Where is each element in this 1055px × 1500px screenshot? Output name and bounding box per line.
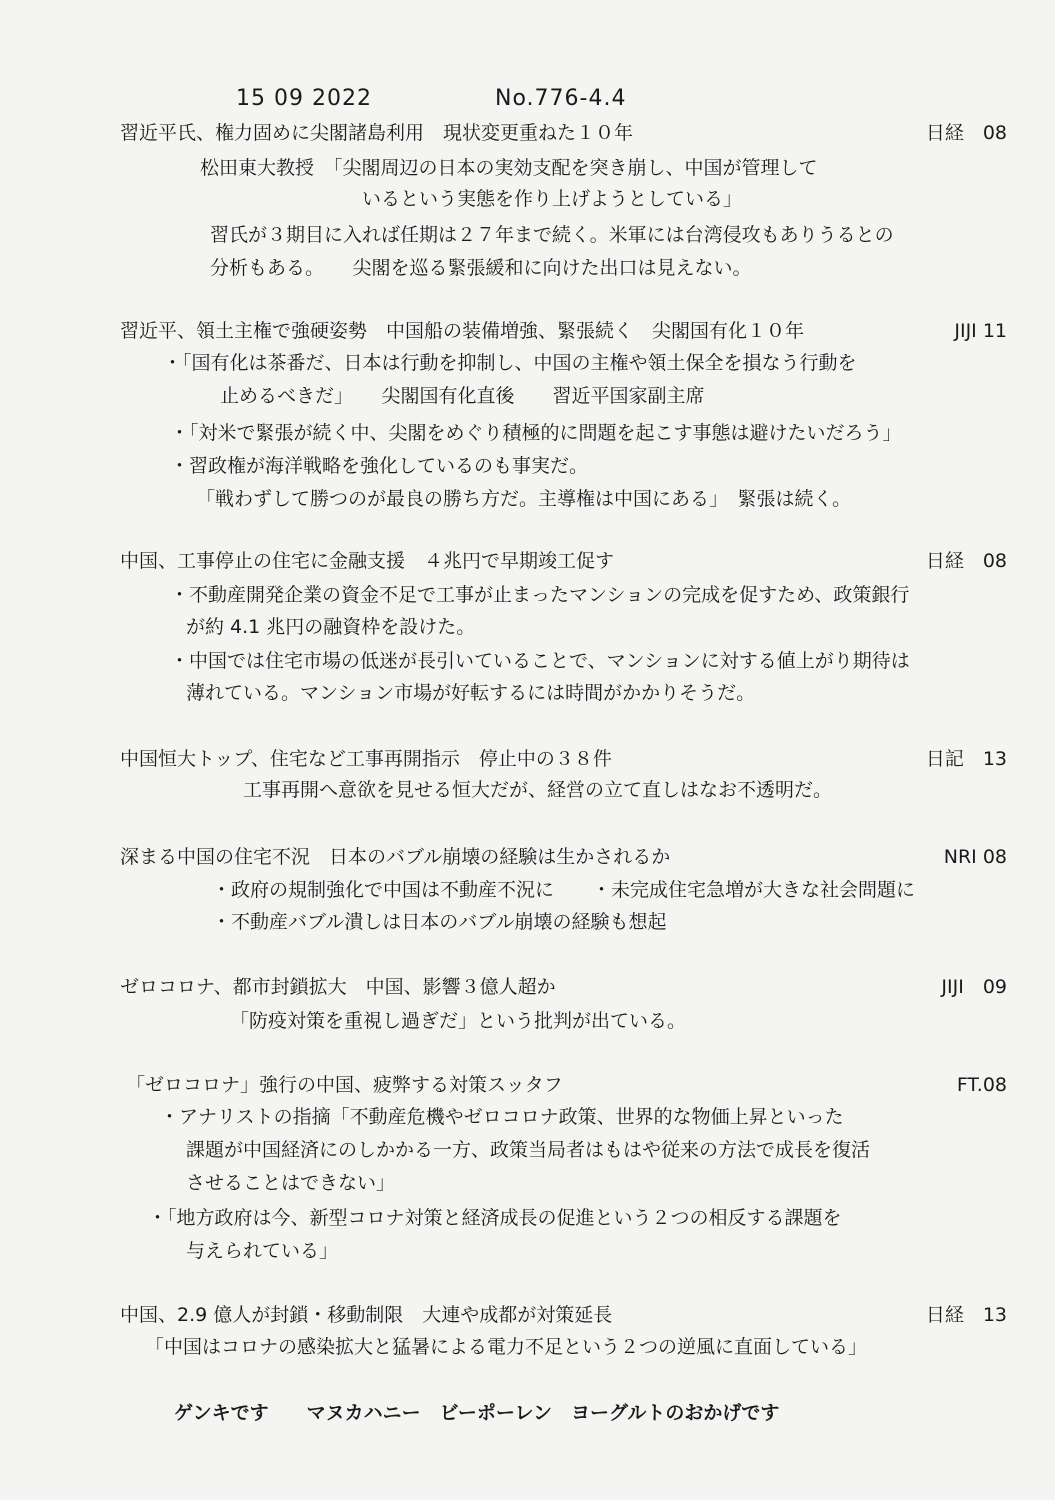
article-headline: 中国、2.9 億人が封鎖・移動制限 大連や成都が対策延長 xyxy=(120,1304,613,1326)
article-source: JIJI 11 xyxy=(954,320,1007,342)
footer-message: ゲンキです マヌカハニー ビーポーレン ヨーグルトのおかげです xyxy=(174,1402,780,1424)
article-source: NRI 08 xyxy=(943,846,1007,868)
article-line: 分析もある。 尖閣を巡る緊張緩和に向けた出口は見えない。 xyxy=(210,257,752,279)
article-line: 習氏が３期目に入れば任期は２７年まで続く。米軍には台湾侵攻もありうるとの xyxy=(210,224,894,246)
article-line: 「中国はコロナの感染拡大と猛暑による電力不足という２つの逆風に直面している」 xyxy=(145,1336,868,1358)
article-line: ・「国有化は茶番だ、日本は行動を抑制し、中国の主権や領土保全を損なう行動を xyxy=(163,352,857,374)
article-source: JIJI 09 xyxy=(941,976,1007,998)
article-headline: 「ゼロコロナ」強行の中国、疲弊する対策スッタフ xyxy=(126,1074,563,1096)
article-headline: 深まる中国の住宅不況 日本のバブル崩壊の経験は生かされるか xyxy=(120,846,671,868)
article-line: 「防疫対策を重視し過ぎだ」という批判が出ている。 xyxy=(230,1010,687,1032)
article-source: 日経 08 xyxy=(925,550,1007,572)
article-line: 薄れている。マンション市場が好転するには時間がかかりそうだ。 xyxy=(186,682,756,704)
article-line: 松田東大教授 「尖閣周辺の日本の実効支配を突き崩し、中国が管理して xyxy=(200,157,818,179)
article-headline: 中国、工事停止の住宅に金融支援 ４兆円で早期竣工促す xyxy=(120,550,615,572)
article-headline: 習近平氏、権力固めに尖閣諸島利用 現状変更重ねた１０年 xyxy=(120,122,634,144)
article-line: ・中国では住宅市場の低迷が長引いていることで、マンションに対する値上がり期待は xyxy=(170,650,910,672)
article-headline: ゼロコロナ、都市封鎖拡大 中国、影響３億人超か xyxy=(120,976,556,998)
article-source: 日経 13 xyxy=(925,1304,1007,1326)
article-headline: 習近平、領土主権で強硬姿勢 中国船の装備増強、緊張続く 尖閣国有化１０年 xyxy=(120,320,805,342)
article-line: いるという実態を作り上げようとしている」 xyxy=(362,188,743,210)
article-line: ・不動産バブル潰しは日本のバブル崩壊の経験も想起 xyxy=(212,911,667,933)
article-line: ・不動産開発企業の資金不足で工事が止まったマンションの完成を促すため、政策銀行 xyxy=(170,584,910,606)
article-line: ・政府の規制強化で中国は不動産不況に ・未完成住宅急増が大きな社会問題に xyxy=(212,879,916,901)
article-source: FT.08 xyxy=(956,1074,1007,1096)
article-source: 日記 13 xyxy=(925,748,1007,770)
article-line: 止めるべきだ」 尖閣国有化直後 習近平国家副主席 xyxy=(220,385,705,407)
article-line: ・「対米で緊張が続く中、尖閣をめぐり積極的に問題を起こす事態は避けたいだろう」 xyxy=(170,422,902,444)
article-line: ・アナリストの指摘「不動産危機やゼロコロナ政策、世界的な物価上昇といった xyxy=(160,1106,844,1128)
document-date: 15 09 2022 xyxy=(236,86,372,111)
article-source: 日経 08 xyxy=(925,122,1007,144)
article-line: 工事再開へ意欲を見せる恒大だが、経営の立て直しはなお不透明だ。 xyxy=(243,779,833,801)
article-line: 与えられている」 xyxy=(186,1240,339,1262)
article-line: 「戦わずして勝つのが最良の勝ち方だ。主導権は中国にある」 緊張は続く。 xyxy=(196,488,852,510)
article-line: ・習政権が海洋戦略を強化しているのも事実だ。 xyxy=(170,455,589,477)
article-line: ・「地方政府は今、新型コロナ対策と経済成長の促進という２つの相反する課題を xyxy=(148,1207,842,1229)
document-number: No.776-4.4 xyxy=(495,86,627,111)
article-headline: 中国恒大トップ、住宅など工事再開指示 停止中の３８件 xyxy=(120,748,612,770)
article-line: 課題が中国経済にのしかかる一方、政策当局者はもはや従来の方法で成長を復活 xyxy=(186,1139,871,1161)
article-line: が約 4.1 兆円の融資枠を設けた。 xyxy=(186,616,476,638)
article-line: させることはできない」 xyxy=(186,1172,396,1194)
